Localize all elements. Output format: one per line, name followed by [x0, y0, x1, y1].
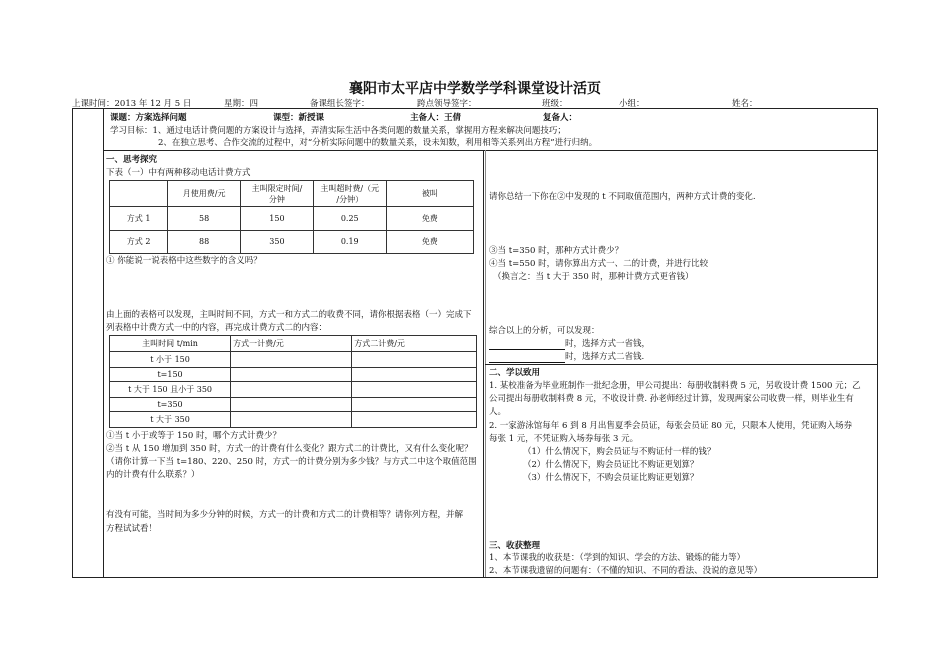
- meta-group-sign: 备课组长签字：: [310, 99, 370, 109]
- main-preparer: 主备人：王倩: [410, 113, 462, 123]
- problem-2-sub-2: （2）什么情况下，购会员证比不购证更划算？: [523, 460, 699, 470]
- instruction-line-1: 由上面的表格可以发现，主叫时间不同，方式一和方式二的收费不同，请你根据表格（一）完成下: [106, 310, 472, 320]
- table-cell: 0.25: [313, 207, 386, 231]
- input-cell[interactable]: [352, 398, 477, 412]
- section-1-heading: 一、思考探究: [106, 155, 158, 165]
- input-cell[interactable]: [231, 398, 352, 412]
- question-t-350: ③当 t=350 时，那种方式计费少？: [489, 246, 624, 256]
- input-cell[interactable]: [231, 411, 352, 427]
- problem-2-line-1: 2. 一家游泳馆每年 6 到 8 月出售夏季会员证，每张会员证 80 元，只限本人使用，凭证购入场券: [489, 421, 853, 431]
- table-row: [110, 411, 477, 427]
- question-under-150: ①当 t 小于或等于 150 时，哪个方式计费少？: [106, 431, 281, 441]
- problem-1-line-3: 人。: [489, 407, 507, 417]
- margin-divider: [103, 109, 104, 577]
- question-equal-cost-line-2: 方程试试看！: [106, 524, 158, 534]
- table1-header-cell: 主叫限定时间/ 分钟: [241, 181, 314, 207]
- table-cell: 免费: [386, 207, 473, 231]
- fill-in-table: [109, 335, 477, 428]
- table-row: [110, 352, 477, 368]
- question-meaning: ① 你能说一说表格中这些数字的含义吗？: [106, 256, 262, 266]
- meta-class: 班级：: [542, 99, 568, 109]
- table-cell: 免费: [386, 230, 473, 254]
- instruction-line-2: 列表格中计费方式一中的内容，再完成计费方式二的内容：: [106, 323, 328, 333]
- input-cell[interactable]: [352, 352, 477, 368]
- question-150-350-line-3: 内的计费有什么联系？）: [106, 470, 200, 480]
- question-t-550: ④当 t=550 时，请你算出方式一、二的计费，并进行比较: [489, 259, 709, 269]
- table-cell: t=150: [110, 368, 231, 382]
- problem-1-line-1: 1. 某校准备为毕业班制作一批纪念册，甲公司提出：每册收制料费 5 元，另收设计费 1500 元；乙: [489, 381, 861, 391]
- table-cell: 88: [168, 230, 241, 254]
- section-3-heading: 三、收获整理: [489, 541, 541, 551]
- meta-team: 小组：: [619, 99, 645, 109]
- table-cell: t=350: [110, 398, 231, 412]
- table-cell: t 小于 150: [110, 352, 231, 368]
- summary-prompt: 请你总结一下你在②中发现的 t 不同取值范围内，两种方式计费的变化.: [489, 192, 756, 202]
- problem-2-sub-3: （3）什么情况下，不购会员证比购证更划算？: [523, 473, 699, 483]
- input-cell[interactable]: [231, 368, 352, 382]
- table1-header-cell: 月使用费/元: [168, 181, 241, 207]
- meta-name: 姓名：: [732, 99, 758, 109]
- co-preparer: 复备人：: [543, 113, 578, 123]
- billing-plans-table: [109, 180, 474, 254]
- meta-leader-sign: 跨点领导签字：: [417, 99, 477, 109]
- table1-header-cell: [110, 181, 168, 207]
- table-cell: t 大于 350: [110, 411, 231, 427]
- lesson-topic: 课题：方案选择问题: [110, 113, 187, 123]
- table-cell: 150: [241, 207, 314, 231]
- table-cell: 0.19: [313, 230, 386, 254]
- center-divider: [483, 150, 484, 577]
- table2-header-cell: 方式一计费/元: [231, 336, 352, 352]
- lesson-sheet: [72, 108, 878, 578]
- table1-header-cell: 被叫: [386, 181, 473, 207]
- problem-2-sub-1: （1）什么情况下，购会员证与不购证付一样的钱？: [523, 447, 716, 457]
- table-row: [110, 398, 477, 412]
- table1-caption: 下表（一）中有两种移动电话计费方式: [106, 168, 251, 178]
- input-cell[interactable]: [231, 352, 352, 368]
- page-title: 襄阳市太平店中学数学学科课堂设计活页: [349, 81, 601, 97]
- problem-1-line-2: 公司提出每册收制料费 8 元，不收设计费. 孙老师经过计算，发现两家公司收费一样，则毕业生有: [489, 394, 854, 404]
- table-cell: t 大于 150 且小于 350: [110, 381, 231, 397]
- table2-header-cell: 主叫时间 t/min: [110, 336, 231, 352]
- table2-header-row: [110, 336, 477, 352]
- harvest-line-2: 2、本节课我遗留的问题有：（不懂的知识、不同的看法、没说的意见等）: [489, 566, 763, 576]
- lesson-type: 课型：新授课: [273, 113, 325, 123]
- problem-2-line-2: 每张 1 元，不凭证购入场券每张 3 元。: [489, 434, 639, 444]
- table-row: [110, 381, 477, 397]
- table1-header-row: [110, 181, 474, 207]
- question-150-350-line-2: （请你计算一下当 t=180、220、250 时，方式一的计费分别为多少钱？与方式二中这个取值范围: [106, 457, 477, 467]
- table-cell: 方式 2: [110, 230, 168, 254]
- table-cell: 方式 1: [110, 207, 168, 231]
- table-cell: 350: [241, 230, 314, 254]
- table-row: [110, 368, 477, 382]
- input-cell[interactable]: [352, 368, 477, 382]
- table-row: [110, 230, 474, 254]
- conclusion-option-2: 时，选择方式二省钱.: [489, 351, 644, 363]
- learning-goal-1: 学习目标：1、通过电话计费问题的方案设计与选择，弄清实际生活中各类问题的数量关系，掌握用方程来解决问题技巧；: [110, 126, 566, 136]
- conclusion-option-1: 时，选择方式一省钱，: [489, 338, 650, 350]
- harvest-line-1: 1、本节课我的收获是：（学到的知识、学会的方法、锻炼的能力等）: [489, 553, 746, 563]
- meta-weekday: 星期：四: [224, 99, 259, 109]
- table2-header-cell: 方式二计费/元: [352, 336, 477, 352]
- table-row: [110, 207, 474, 231]
- section-divider: [485, 364, 877, 365]
- table1-header-cell: 主叫超时费/（元 /分钟）: [313, 181, 386, 207]
- input-cell[interactable]: [231, 381, 352, 397]
- meta-date: 上课时间：2013 年 12 月 5 日: [72, 99, 192, 109]
- input-cell[interactable]: [352, 381, 477, 397]
- answer-blank[interactable]: [489, 340, 565, 350]
- conclusion-intro: 综合以上的分析，可以发现：: [489, 326, 600, 336]
- question-equal-cost-line-1: 有没有可能，当时间为多少分钟的时候，方式一的计费和方式二的计费相等？请你列方程，并解: [106, 510, 464, 520]
- input-cell[interactable]: [352, 411, 477, 427]
- learning-goal-2: 2、在独立思考、合作交流的过程中，对“分析实际问题中的数量关系，设未知数，利用相等关系列出方程”进行归纳。: [158, 138, 598, 148]
- table-cell: 58: [168, 207, 241, 231]
- section-2-heading: 二、学以致用: [489, 368, 541, 378]
- question-t-550-note: （换言之：当 t 大于 350 时，那种计费方式更省钱）: [493, 272, 694, 282]
- header-divider: [103, 150, 877, 151]
- answer-blank[interactable]: [489, 353, 565, 363]
- question-150-350-line-1: ②当 t 从 150 增加到 350 时，方式一的计费有什么变化？跟方式二的计费比，又有什么变化呢？: [106, 444, 473, 454]
